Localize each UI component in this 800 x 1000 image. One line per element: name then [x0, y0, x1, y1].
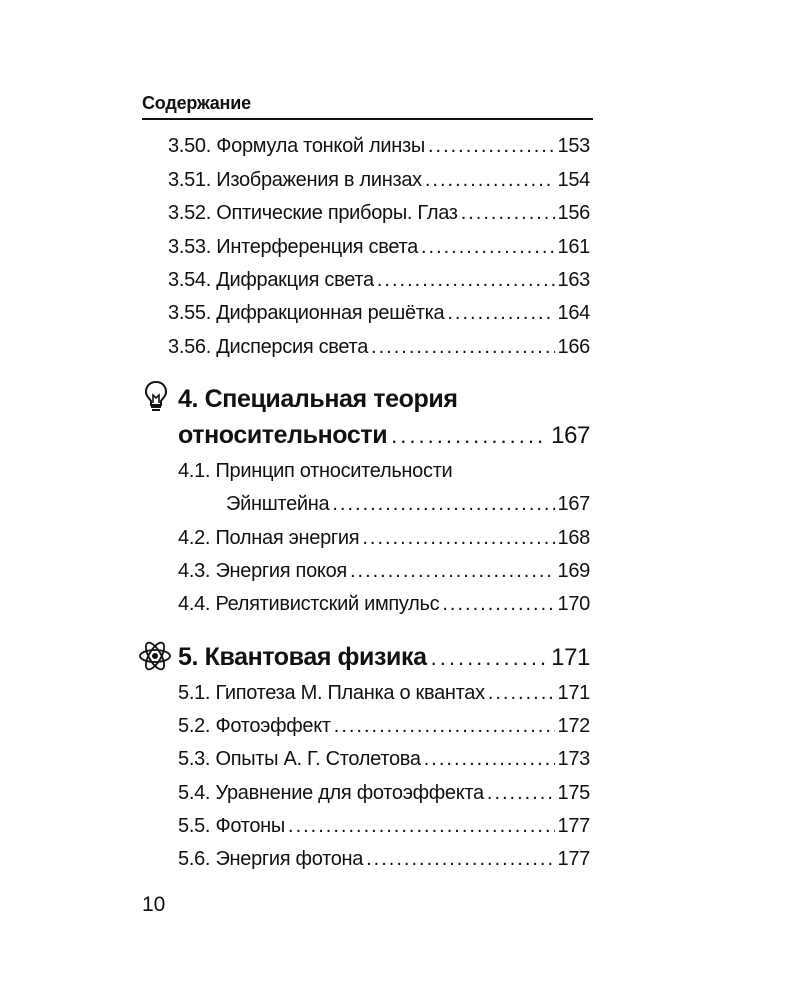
toc-entry-4-4[interactable]	[178, 592, 590, 616]
toc-page-number: 177	[557, 815, 590, 837]
dot-leader	[288, 814, 555, 838]
dot-leader	[332, 492, 554, 516]
dot-leader	[366, 847, 554, 871]
toc-page-number: 156	[557, 202, 590, 224]
dot-leader	[425, 168, 555, 192]
chapter-5-title: 5. Квантовая физика	[178, 643, 427, 671]
toc-page-number: 153	[557, 135, 590, 157]
dot-leader	[350, 559, 555, 583]
toc-entry-label: 5.5. Фотоны	[178, 815, 286, 837]
toc-page-number: 167	[551, 422, 590, 449]
chapter-4-title-line2: относительности	[178, 421, 388, 449]
toc-entry-label: 3.52. Оптические приборы. Глаз	[168, 202, 458, 224]
atom-icon	[137, 638, 173, 674]
toc-entry-label: 3.54. Дифракция света	[168, 269, 374, 291]
toc-chapter-5[interactable]	[178, 642, 590, 673]
toc-page-number: 164	[557, 302, 590, 324]
toc-entry-label: 5.4. Уравнение для фотоэффекта	[178, 782, 484, 804]
dot-leader	[377, 268, 555, 292]
toc-entry-5-5[interactable]	[178, 814, 590, 838]
dot-leader	[447, 301, 554, 325]
toc-entry-3-51[interactable]	[168, 168, 590, 192]
toc-page-number: 171	[551, 644, 590, 671]
toc-entry-label: 4.1. Принцип относительности	[178, 460, 453, 482]
toc-page-number: 163	[557, 269, 590, 291]
dot-leader	[442, 592, 554, 616]
dot-leader	[421, 235, 555, 259]
toc-entry-3-50[interactable]	[168, 134, 590, 158]
page-number: 10	[142, 893, 166, 916]
toc-entry-5-1[interactable]	[178, 681, 590, 705]
toc-page-number: 169	[557, 560, 590, 582]
dot-leader	[362, 526, 554, 550]
toc-entry-4-1-line1[interactable]	[178, 459, 452, 483]
toc-entry-5-3[interactable]	[178, 747, 590, 771]
toc-entry-3-52[interactable]	[168, 201, 590, 225]
toc-page-number: 172	[557, 715, 590, 737]
toc-page-number: 177	[557, 848, 590, 870]
toc-page-number: 175	[557, 782, 590, 804]
toc-entry-label: 5.3. Опыты А. Г. Столетова	[178, 748, 421, 770]
dot-leader	[461, 201, 555, 225]
lightbulb-icon	[143, 380, 169, 412]
toc-entry-label: Эйнштейна	[226, 493, 330, 515]
dot-leader	[488, 681, 555, 705]
dot-leader	[371, 335, 554, 359]
toc-page-number: 170	[557, 593, 590, 615]
toc-entry-label: 3.53. Интерференция света	[168, 236, 418, 258]
toc-chapter-4[interactable]	[178, 420, 590, 451]
toc-entry-4-3[interactable]	[178, 559, 590, 583]
toc-entry-5-6[interactable]	[178, 847, 590, 871]
toc-page-number: 154	[557, 169, 590, 191]
toc-entry-label: 5.2. Фотоэффект	[178, 715, 331, 737]
toc-entry-label: 4.3. Энергия покоя	[178, 560, 347, 582]
dot-leader	[428, 134, 555, 158]
toc-entry-label: 4.2. Полная энергия	[178, 527, 360, 549]
dot-leader	[424, 747, 555, 771]
dot-leader	[487, 781, 555, 805]
chapter-4-title-line1[interactable]: 4. Специальная теория	[178, 385, 458, 413]
toc-entry-label: 4.4. Релятивистский импульс	[178, 593, 440, 615]
toc-entry-3-53[interactable]	[168, 235, 590, 259]
toc-entry-3-54[interactable]	[168, 268, 590, 292]
running-head: Содержание	[142, 93, 251, 113]
toc-entry-label: 3.55. Дифракционная решётка	[168, 302, 445, 324]
toc-entry-4-1-line2[interactable]	[226, 492, 590, 516]
toc-entry-label: 5.1. Гипотеза М. Планка о квантах	[178, 682, 485, 704]
toc-page-number: 171	[557, 682, 590, 704]
toc-page-number: 168	[557, 527, 590, 549]
dot-leader	[391, 421, 547, 451]
toc-entry-3-56[interactable]	[168, 335, 590, 359]
toc-entry-label: 3.56. Дисперсия света	[168, 336, 369, 358]
dot-leader	[431, 643, 548, 673]
dot-leader	[334, 714, 555, 738]
toc-page-number: 166	[557, 336, 590, 358]
toc-page-number: 167	[557, 493, 590, 515]
toc-page-number: 173	[557, 748, 590, 770]
toc-entry-label: 5.6. Энергия фотона	[178, 848, 364, 870]
toc-entry-label: 3.51. Изображения в линзах	[168, 169, 422, 191]
toc-page-number: 161	[557, 236, 590, 258]
toc-entry-5-4[interactable]	[178, 781, 590, 805]
toc-entry-5-2[interactable]	[178, 714, 590, 738]
toc-entry-4-2[interactable]	[178, 526, 590, 550]
toc-entry-3-55[interactable]	[168, 301, 590, 325]
header-rule	[142, 118, 593, 120]
toc-entry-label: 3.50. Формула тонкой линзы	[168, 135, 425, 157]
